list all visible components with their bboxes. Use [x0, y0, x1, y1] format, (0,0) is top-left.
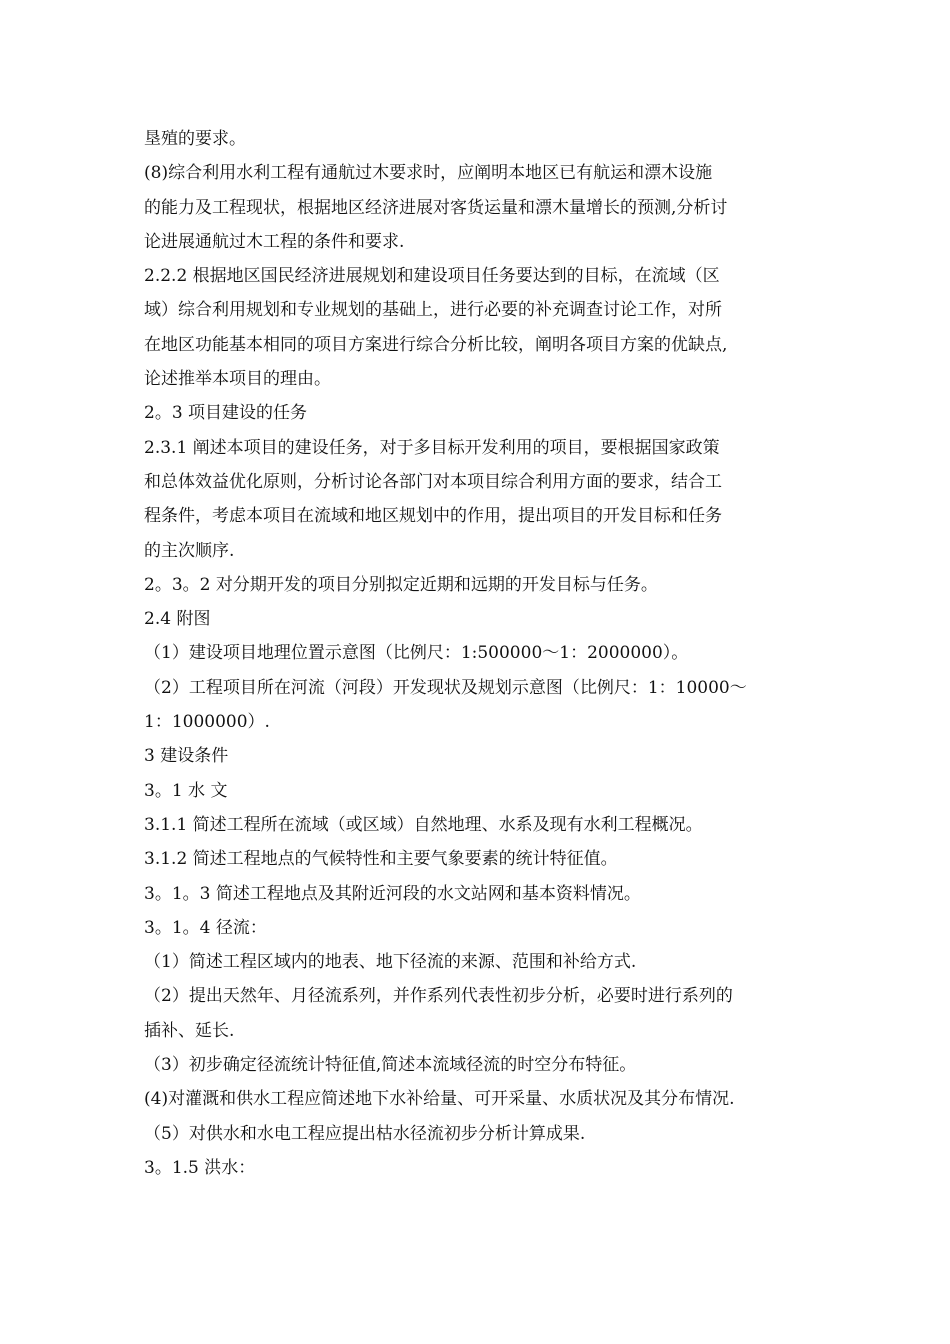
text-line: 论进展通航过木工程的条件和要求.: [144, 231, 405, 252]
text-line: 在地区功能基本相同的项目方案进行综合分析比较，阐明各项目方案的优缺点,: [144, 334, 728, 355]
list-item: （2）提出天然年、月径流系列，并作系列代表性初步分析，必要时进行系列的: [144, 986, 733, 1007]
section-heading: 3.1.2 简述工程地点的气候特性和主要气象要素的统计特征值。: [144, 849, 618, 870]
list-item: (4)对灌溉和供水工程应简述地下水补给量、可开采量、水质状况及其分布情况.: [144, 1089, 735, 1110]
section-heading: 3。1.5 洪水：: [144, 1157, 256, 1178]
text-line: 程条件，考虑本项目在流域和地区规划中的作用，提出项目的开发目标和任务: [144, 506, 722, 527]
section-heading: 3。1。4 径流：: [144, 917, 267, 938]
section-heading: 3。1 水 文: [144, 780, 228, 801]
text-line: 的主次顺序.: [144, 540, 235, 561]
list-item: （2）工程项目所在河流（河段）开发现状及规划示意图（比例尺：1：10000～: [144, 677, 747, 698]
list-item: （1）简述工程区域内的地表、地下径流的来源、范围和补给方式.: [144, 952, 637, 973]
text-line: 垦殖的要求。: [144, 129, 246, 149]
text-line: 论述推举本项目的理由。: [144, 369, 331, 390]
list-item: （3）初步确定径流统计特征值,简述本流域径流的时空分布特征。: [144, 1055, 637, 1076]
section-heading: 2.2.2 根据地区国民经济进展规划和建设项目任务要达到的目标，在流域（区: [144, 266, 720, 287]
text-line: 域）综合利用规划和专业规划的基础上，进行必要的补充调查讨论工作，对所: [144, 300, 722, 321]
text-line: 1：1000000）.: [144, 712, 270, 733]
chapter-heading: 3 建设条件: [144, 746, 229, 767]
section-heading: 2.3.1 阐述本项目的建设任务，对于多目标开发利用的项目，要根据国家政策: [144, 437, 720, 458]
section-heading: 3.1.1 简述工程所在流域（或区域）自然地理、水系及现有水利工程概况。: [144, 814, 703, 835]
list-item: （1）建设项目地理位置示意图（比例尺：1:500000～1：2000000）。: [144, 643, 689, 664]
text-line: 插补、延长.: [144, 1020, 235, 1041]
section-heading: 2.4 附图: [144, 609, 211, 630]
section-heading: 2。3 项目建设的任务: [144, 403, 308, 424]
text-line: 的能力及工程现状，根据地区经济进展对客货运量和漂木量增长的预测,分析讨: [144, 197, 728, 218]
document-body: [144, 122, 814, 1185]
section-heading: 3。1。3 简述工程地点及其附近河段的水文站网和基本资料情况。: [144, 883, 641, 904]
list-item: （5）对供水和水电工程应提出枯水径流初步分析计算成果.: [144, 1123, 586, 1144]
text-line: 和总体效益优化原则，分析讨论各部门对本项目综合利用方面的要求，结合工: [144, 471, 722, 492]
text-line: (8)综合利用水利工程有通航过木要求时，应阐明本地区已有航运和漂木设施: [144, 163, 713, 184]
section-heading: 2。3。2 对分期开发的项目分别拟定近期和远期的开发目标与任务。: [144, 574, 658, 595]
